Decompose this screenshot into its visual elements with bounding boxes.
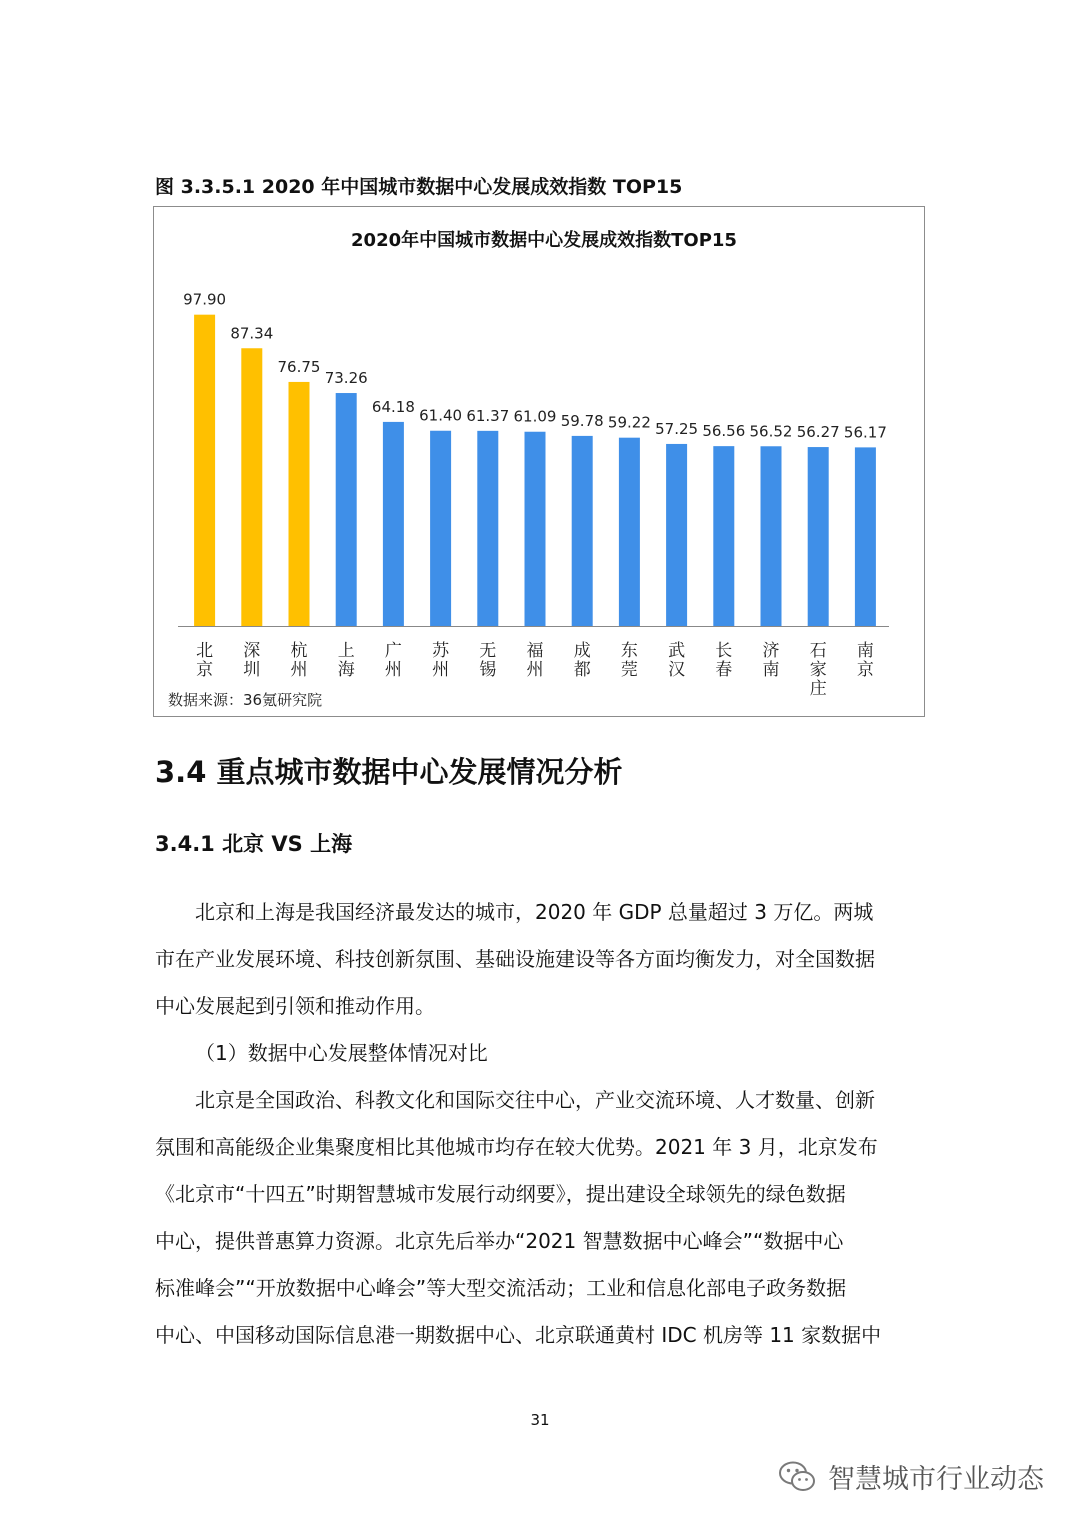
paragraph-line: 《北京市“十四五”时期智慧城市发展行动纲要》，提出建设全球领先的绿色数据 — [155, 1182, 846, 1206]
subsection-title: 3.4.1 北京 VS 上海 — [155, 832, 353, 856]
x-tick-label: 上海 — [337, 641, 355, 680]
paragraph-beijing — [155, 1077, 925, 1359]
bar-10 — [619, 438, 640, 626]
paragraph-line: 中心发展起到引领和推动作用。 — [155, 994, 435, 1018]
bar-13 — [761, 446, 782, 626]
x-tick-label: 福州 — [526, 641, 544, 680]
bar-3 — [289, 382, 310, 626]
bar-12 — [713, 446, 734, 626]
x-tick-label: 深圳 — [243, 641, 261, 680]
page-number: 31 — [530, 1411, 550, 1429]
x-tick-label: 苏州 — [432, 641, 450, 680]
bar-11 — [666, 444, 687, 626]
bar-value-label: 56.56 — [702, 422, 746, 441]
bar-15 — [855, 447, 876, 626]
bar-value-label: 56.27 — [796, 423, 840, 442]
chart-box — [153, 206, 925, 717]
watermark-text: 智慧城市行业动态 — [828, 1464, 1044, 1495]
bar-value-label: 61.40 — [419, 406, 463, 425]
bar-8 — [525, 432, 546, 626]
x-tick-label: 长春 — [715, 641, 733, 680]
bar-value-label: 73.26 — [324, 369, 368, 388]
bar-value-label: 59.78 — [560, 411, 604, 430]
chart-title: 2020年中国城市数据中心发展成效指数TOP15 — [351, 230, 737, 251]
paragraph-intro — [155, 889, 925, 1030]
bar-value-label: 87.34 — [230, 324, 274, 343]
paragraph-line: 标准峰会”“开放数据中心峰会”等大型交流活动；工业和信息化部电子政务数据 — [155, 1276, 847, 1300]
x-tick-label: 武汉 — [668, 641, 686, 680]
watermark — [778, 1457, 1044, 1496]
bar-1 — [194, 315, 215, 626]
chart-source: 数据来源：36氪研究院 — [168, 691, 323, 709]
bar-value-label: 56.52 — [749, 422, 793, 441]
x-tick-label: 济南 — [762, 641, 780, 680]
x-tick-label: 南京 — [856, 641, 874, 680]
x-tick-label: 石家庄 — [809, 641, 827, 699]
paragraph-heading — [155, 1030, 925, 1077]
bar-chart — [154, 207, 924, 716]
bar-value-label: 57.25 — [655, 419, 699, 438]
bar-7 — [477, 431, 498, 626]
paragraph-line: 市在产业发展环境、科技创新氛围、基础设施建设等各方面均衡发力，对全国数据 — [155, 947, 875, 971]
bar-value-label: 61.09 — [513, 407, 557, 426]
bar-value-label: 61.37 — [466, 406, 510, 425]
x-tick-label: 广州 — [384, 641, 402, 680]
bar-value-label: 76.75 — [277, 357, 321, 376]
wechat-icon — [778, 1460, 818, 1494]
bar-4 — [336, 393, 357, 626]
paragraph-line: 中心、中国移动国际信息港一期数据中心、北京联通黄村 IDC 机房等 11 家数据中 — [155, 1323, 882, 1347]
bar-6 — [430, 431, 451, 626]
figure-caption: 图 3.3.5.1 2020 年中国城市数据中心发展成效指数 TOP15 — [155, 176, 683, 198]
bar-value-label: 56.17 — [843, 423, 887, 442]
x-tick-label: 北京 — [196, 641, 214, 680]
bar-value-label: 97.90 — [183, 290, 227, 309]
bar-2 — [241, 348, 262, 626]
bar-value-label: 59.22 — [607, 413, 651, 432]
paragraph-line: （1）数据中心发展整体情况对比 — [195, 1041, 488, 1065]
x-tick-label: 无锡 — [479, 641, 497, 680]
section-title: 3.4 重点城市数据中心发展情况分析 — [155, 755, 623, 789]
paragraph-line: 氛围和高能级企业集聚度相比其他城市均存在较大优势。2021 年 3 月，北京发布 — [155, 1135, 878, 1159]
bar-9 — [572, 436, 593, 626]
x-tick-label: 成都 — [573, 641, 591, 680]
paragraph-line: 北京是全国政治、科教文化和国际交往中心，产业交流环境、人才数量、创新 — [195, 1088, 875, 1112]
bar-14 — [808, 447, 829, 626]
x-tick-label: 杭州 — [290, 641, 308, 680]
paragraph-line: 北京和上海是我国经济最发达的城市，2020 年 GDP 总量超过 3 万亿。两城 — [195, 900, 874, 924]
paragraph-line: 中心，提供普惠算力资源。北京先后举办“2021 智慧数据中心峰会”“数据中心 — [155, 1229, 844, 1253]
x-tick-label: 东莞 — [620, 641, 638, 680]
bar-value-label: 64.18 — [371, 397, 415, 416]
bar-5 — [383, 422, 404, 626]
